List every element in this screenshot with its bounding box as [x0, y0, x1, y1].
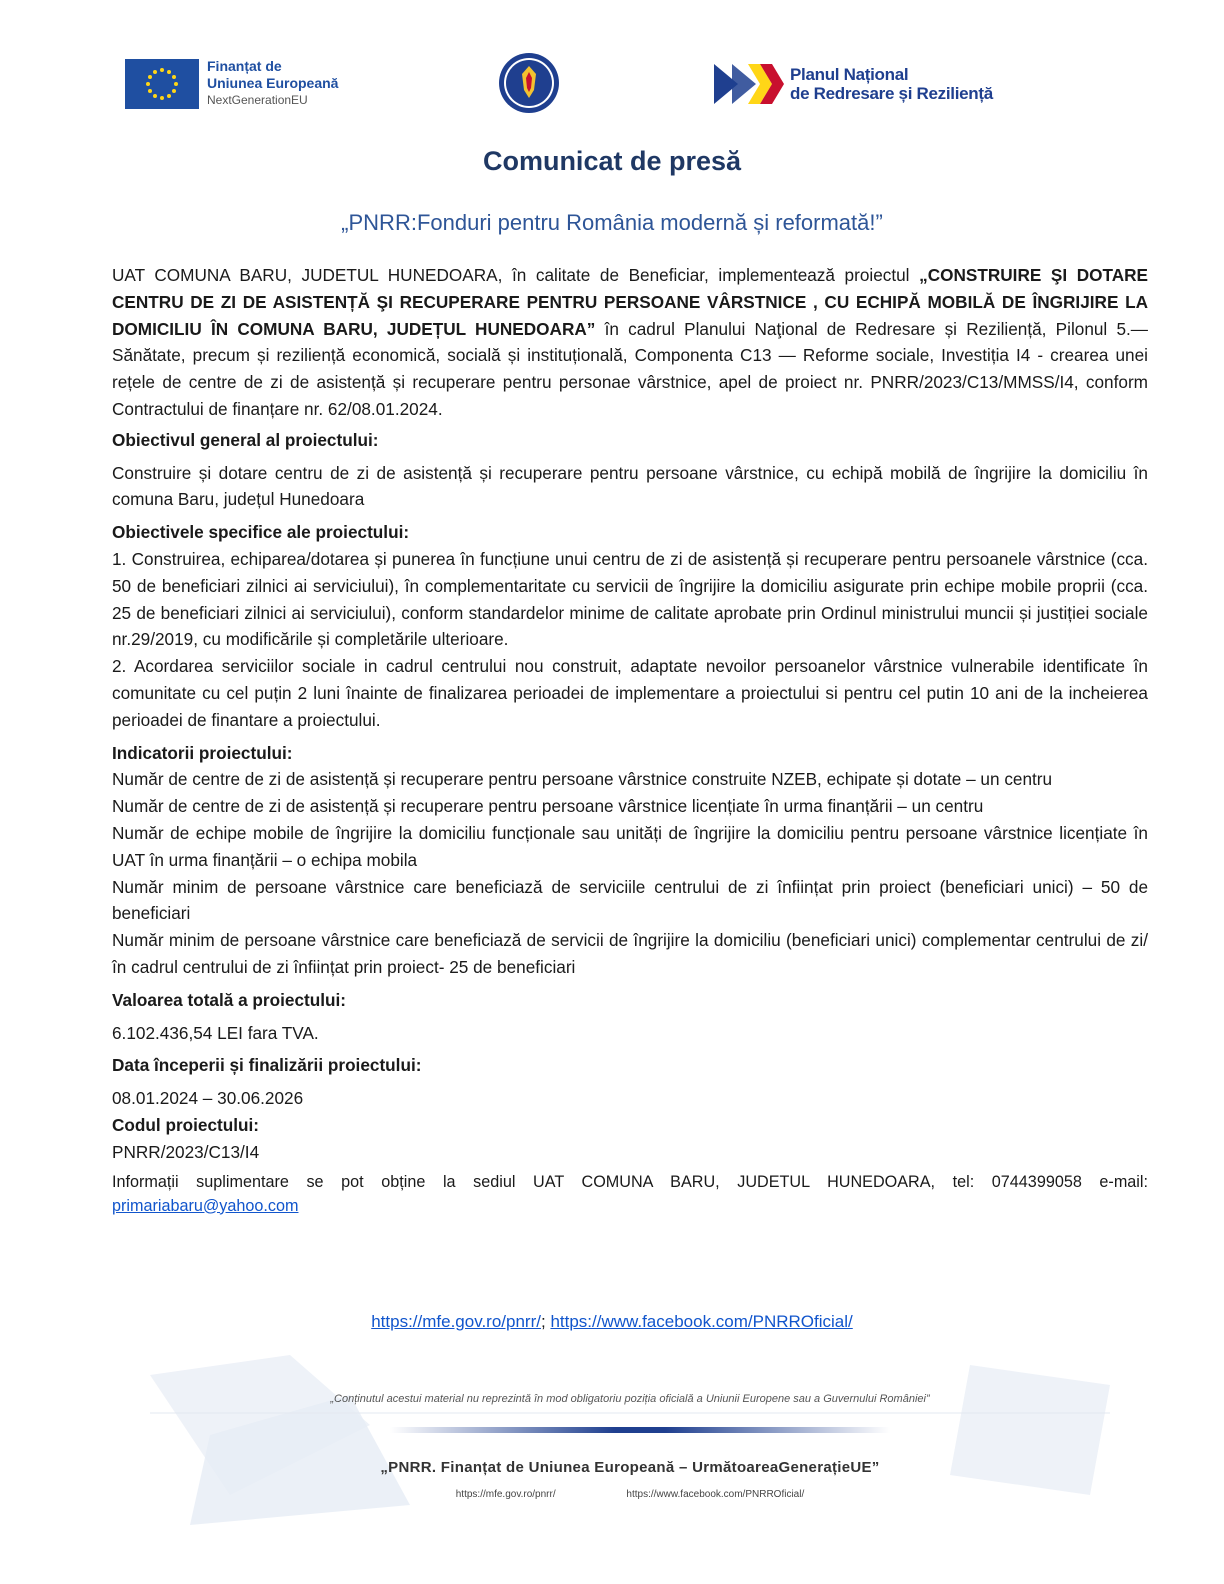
press-release-body — [112, 262, 1148, 1218]
dates-heading: Data începerii și finalizării proiectului: — [112, 1055, 422, 1076]
eu-logo-line3: NextGenerationEU — [207, 93, 308, 107]
pnrr-logo — [714, 64, 993, 104]
additional-info-text: Informații suplimentare se pot obține la sediul UAT COMUNA BARU, JUDETUL HUNEDOARA, tel: 0744399058 e-mail: — [112, 1172, 1148, 1191]
email-link[interactable]: primariabaru@yahoo.com — [112, 1196, 299, 1215]
mfe-link[interactable]: https://mfe.gov.ro/pnrr/ — [371, 1312, 541, 1331]
dates-text: 08.01.2024 – 30.06.2026 — [112, 1088, 304, 1109]
official-links — [0, 1312, 1224, 1332]
intro-text-1: UAT COMUNA BARU, JUDETUL HUNEDOARA, în calitate de Beneficiar, implementează proiectul — [112, 265, 920, 285]
footer-links — [150, 1489, 1110, 1500]
pnrr-logo-line1: Planul Național — [790, 65, 909, 84]
footer-banner — [150, 1355, 1110, 1525]
footer-gradient-bar — [390, 1427, 890, 1433]
specific-objective-item: 2. Acordarea serviciilor sociale in cadrul centrului nou construit, adaptate nevoilor persoanelor vârstnice vulnerabile identificate în comunitate cu cel puțin 2 luni înainte de finalizarea perioadei de implementare a proiectului si pentru cel putin 10 ani de la incheierea perioadei de finantare a proiectului. — [112, 656, 1148, 730]
links-separator: ; — [540, 1312, 551, 1331]
footer-link-mfe[interactable]: https://mfe.gov.ro/pnrr/ — [455, 1489, 556, 1500]
pnrr-arrows-icon — [714, 64, 784, 104]
indicator-item: Număr de centre de zi de asistență și recuperare pentru persoane vârstnice construite NZEB, echipate și dotate – un centru — [112, 769, 1053, 790]
eu-flag-icon — [125, 59, 199, 109]
intro-text-2: în cadrul Planului Naţional de Redresare și Reziliență, Pilonul 5.— Sănătate, precum și reziliență economică, socială și instituțională, Componenta C13 — Reforme sociale, Investiția I4 - crearea unei rețele de centre de zi de asistență și recuperare pentru personae vârstnice, apel de proiect nr. PNRR/2023/C13/MMSS/I4, conform Contractului de finanțare nr. 62/08.01.2024. — [112, 318, 1148, 419]
general-objective-heading: Obiectivul general al proiectului: — [112, 429, 379, 450]
indicator-item: Număr de echipe mobile de îngrijire la domiciliu funcționale sau unități de îngrijire la domiciliu pentru persoane vârstnice licențiate în UAT în urma finanțării – o echipa mobila — [112, 822, 1148, 870]
eu-logo — [125, 58, 338, 109]
project-code-heading: Codul proiectului: — [112, 1114, 260, 1135]
total-value-text: 6.102.436,54 LEI fara TVA. — [112, 1022, 319, 1043]
indicator-item: Număr minim de persoane vârstnice care beneficiază de servicii de îngrijire la domiciliu (beneficiari unici) complementar centrului de zi/în cadrul centrului de zi înființat prin proiect- 25 de beneficiari — [112, 930, 1148, 977]
footer-link-facebook[interactable]: https://www.facebook.com/PNRROficial/ — [626, 1489, 805, 1500]
page-title: Comunicat de presă — [482, 146, 742, 176]
indicators-heading: Indicatorii proiectului: — [112, 742, 293, 763]
project-code-text: PNRR/2023/C13/I4 — [112, 1141, 260, 1162]
indicator-item: Număr minim de persoane vârstnice care beneficiază de serviciile centrului de zi înființat prin proiect (beneficiari unici) – 50 de beneficiari — [112, 876, 1148, 924]
project-name: „CONSTRUIRE ŞI DOTARE CENTRU DE ZI DE ASISTENȚĂ ŞI RECUPERARE PENTRU PERSOANE VÂRSTNICE , CU ECHIPĂ MOBILĂ DE ÎNGRIJIRE LA DOMICILIU ÎN COMUNA BARU, JUDEȚUL HUNEDOARA” — [112, 265, 1149, 339]
government-seal-icon — [498, 52, 560, 114]
total-value-heading: Valoarea totală a proiectului: — [112, 989, 347, 1010]
pnrr-logo-line2: de Redresare și Reziliență — [790, 84, 993, 103]
eu-logo-line2: Uniunea Europeană — [207, 75, 339, 91]
eu-logo-line1: Finanțat de — [207, 58, 282, 74]
indicator-item: Număr de centre de zi de asistență și recuperare pentru persoane vârstnice licențiate în urma finanțării – un centru — [112, 796, 984, 817]
additional-info — [112, 1170, 1148, 1218]
page-subtitle: „PNRR:Fonduri pentru România modernă și reformată!” — [341, 210, 883, 235]
general-objective-text: Construire și dotare centru de zi de asistență și recuperare pentru persoane vârstnice, cu echipă mobilă de îngrijire la domiciliu în comuna Baru, județul Hunedoara — [112, 462, 1148, 510]
footer-slogan: „PNRR. Finanțat de Uniunea Europeană – UrmătoareaGenerațieUE” — [380, 1459, 880, 1476]
facebook-link[interactable]: https://www.facebook.com/PNRROficial/ — [550, 1312, 853, 1331]
specific-objectives-heading: Obiectivele specifice ale proiectului: — [112, 522, 410, 543]
header-logos — [0, 52, 1224, 122]
specific-objective-item: 1. Construirea, echiparea/dotarea și punerea în funcțiune unui centru de zi de asistență și recuperare pentru persoanele vârstnice (cca. 50 de beneficiari zilnici ai serviciului), în complementaritate cu servicii de îngrijire la domiciliu asigurate prin echipe mobile proprii (cca. 25 de beneficiari zilnici ai serviciului), conform standardelor minime de calitate aprobate prin Ordinul ministrului muncii și justiției sociale nr.29/2019, cu modificările și completările ulterioare. — [112, 548, 1148, 650]
footer-disclaimer: „Conținutul acestui material nu reprezintă în mod obligatoriu poziția oficială a Uniunii Europene sau a Guvernului României” — [330, 1393, 930, 1405]
intro-paragraph — [112, 262, 1148, 423]
